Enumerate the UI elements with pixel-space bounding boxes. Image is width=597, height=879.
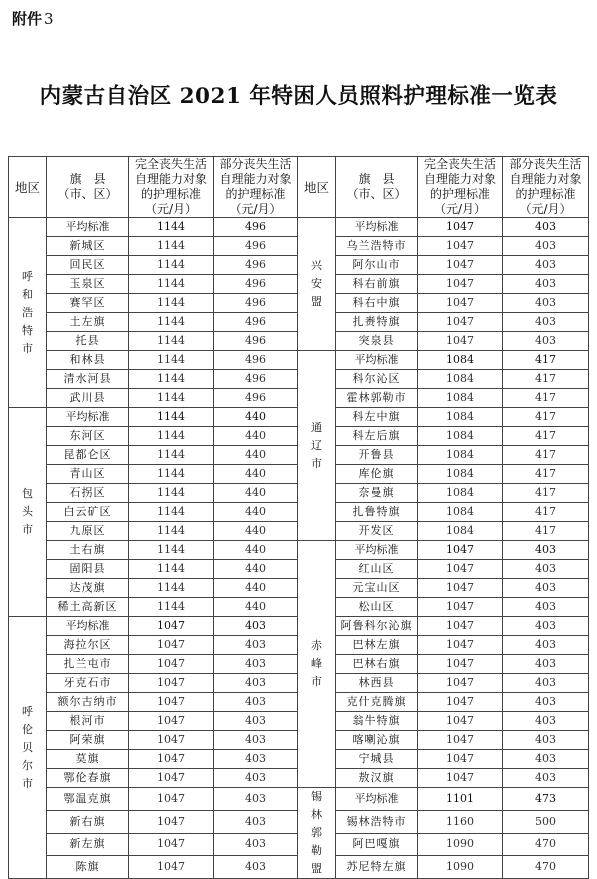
full-standard-value: 1144 [129, 370, 214, 389]
full-standard-value: 1047 [418, 256, 503, 275]
partial-standard-value: 403 [503, 275, 589, 294]
full-standard-value: 1047 [418, 750, 503, 769]
full-standard-value: 1084 [418, 503, 503, 522]
county-name: 阿荣旗 [47, 731, 129, 750]
county-name: 鄂温克旗 [47, 788, 129, 811]
partial-standard-value: 417 [503, 446, 589, 465]
table-row [9, 351, 589, 370]
table-header-row [9, 157, 589, 218]
region-cell: 兴 安 盟 [298, 218, 336, 351]
full-standard-value: 1144 [129, 218, 214, 237]
average-label: 平均标准 [47, 408, 129, 427]
full-standard-value: 1047 [129, 636, 214, 655]
partial-standard-value: 403 [503, 693, 589, 712]
full-standard-value: 1047 [418, 218, 503, 237]
partial-standard-value: 403 [214, 833, 298, 856]
county-name: 石拐区 [47, 484, 129, 503]
full-standard-value: 1160 [418, 810, 503, 833]
county-name: 林西县 [336, 674, 418, 693]
partial-standard-value: 403 [503, 541, 589, 560]
partial-standard-value: 403 [214, 617, 298, 636]
table-row [9, 541, 589, 560]
partial-standard-value: 403 [503, 769, 589, 788]
full-standard-value: 1084 [418, 351, 503, 370]
full-standard-value: 1084 [418, 446, 503, 465]
average-label: 平均标准 [336, 788, 418, 811]
county-name: 苏尼特左旗 [336, 856, 418, 879]
header-region: 地区 [298, 157, 336, 218]
county-name: 和林县 [47, 351, 129, 370]
county-name: 玉泉区 [47, 275, 129, 294]
county-name: 突泉县 [336, 332, 418, 351]
full-standard-value: 1144 [129, 313, 214, 332]
partial-standard-value: 496 [214, 370, 298, 389]
partial-standard-value: 403 [214, 674, 298, 693]
county-name: 海拉尔区 [47, 636, 129, 655]
county-name: 固阳县 [47, 560, 129, 579]
region-cell: 呼 和 浩 特 市 [9, 218, 47, 408]
table-body [9, 218, 589, 879]
full-standard-value: 1047 [129, 693, 214, 712]
partial-standard-value: 440 [214, 598, 298, 617]
full-standard-value: 1084 [418, 408, 503, 427]
county-name: 东河区 [47, 427, 129, 446]
attachment-number: 3 [44, 10, 54, 28]
county-name: 土右旗 [47, 541, 129, 560]
partial-standard-value: 403 [503, 560, 589, 579]
full-standard-value: 1047 [129, 655, 214, 674]
full-standard-value: 1047 [129, 810, 214, 833]
partial-standard-value: 496 [214, 218, 298, 237]
table-row [9, 788, 589, 811]
partial-standard-value: 403 [503, 256, 589, 275]
partial-standard-value: 496 [214, 256, 298, 275]
county-name: 霍林郭勒市 [336, 389, 418, 408]
page-title: 内蒙古自治区 2021 年特困人员照料护理标准一览表 [39, 84, 558, 109]
partial-standard-value: 496 [214, 237, 298, 256]
full-standard-value: 1144 [129, 237, 214, 256]
county-name: 青山区 [47, 465, 129, 484]
partial-standard-value: 403 [503, 655, 589, 674]
region-cell: 赤 峰 市 [298, 541, 336, 788]
full-standard-value: 1047 [129, 712, 214, 731]
county-name: 武川县 [47, 389, 129, 408]
partial-standard-value: 440 [214, 446, 298, 465]
county-name: 陈旗 [47, 856, 129, 879]
full-standard-value: 1144 [129, 598, 214, 617]
average-label: 平均标准 [336, 541, 418, 560]
full-standard-value: 1144 [129, 579, 214, 598]
attachment-text: 附件 [12, 10, 43, 28]
partial-standard-value: 496 [214, 313, 298, 332]
partial-standard-value: 417 [503, 389, 589, 408]
full-standard-value: 1084 [418, 465, 503, 484]
full-standard-value: 1144 [129, 427, 214, 446]
partial-standard-value: 403 [503, 617, 589, 636]
partial-standard-value: 440 [214, 579, 298, 598]
county-name: 锡林浩特市 [336, 810, 418, 833]
partial-standard-value: 417 [503, 465, 589, 484]
county-name: 巴林左旗 [336, 636, 418, 655]
full-standard-value: 1047 [418, 617, 503, 636]
county-name: 赛罕区 [47, 294, 129, 313]
partial-standard-value: 440 [214, 484, 298, 503]
partial-standard-value: 403 [214, 769, 298, 788]
county-name: 科右前旗 [336, 275, 418, 294]
full-standard-value: 1047 [129, 731, 214, 750]
county-name: 翁牛特旗 [336, 712, 418, 731]
partial-standard-value: 496 [214, 351, 298, 370]
partial-standard-value: 403 [503, 598, 589, 617]
county-name: 土左旗 [47, 313, 129, 332]
region-cell: 通 辽 市 [298, 351, 336, 541]
county-name: 松山区 [336, 598, 418, 617]
full-standard-value: 1144 [129, 560, 214, 579]
header-full: 完全丧失生活 自理能力对象 的护理标准 （元/月） [129, 157, 214, 218]
county-name: 宁城县 [336, 750, 418, 769]
partial-standard-value: 417 [503, 408, 589, 427]
partial-standard-value: 403 [214, 856, 298, 879]
full-standard-value: 1047 [129, 833, 214, 856]
full-standard-value: 1084 [418, 522, 503, 541]
full-standard-value: 1047 [418, 313, 503, 332]
county-name: 科左中旗 [336, 408, 418, 427]
county-name: 额尔古纳市 [47, 693, 129, 712]
county-name: 开发区 [336, 522, 418, 541]
partial-standard-value: 403 [214, 655, 298, 674]
region-cell: 包 头 市 [9, 408, 47, 617]
partial-standard-value: 403 [214, 693, 298, 712]
full-standard-value: 1144 [129, 389, 214, 408]
full-standard-value: 1047 [418, 541, 503, 560]
partial-standard-value: 496 [214, 275, 298, 294]
partial-standard-value: 403 [214, 636, 298, 655]
header-partial: 部分丧失生活 自理能力对象 的护理标准 （元/月） [503, 157, 589, 218]
full-standard-value: 1144 [129, 294, 214, 313]
full-standard-value: 1144 [129, 484, 214, 503]
full-standard-value: 1090 [418, 856, 503, 879]
county-name: 鄂伦春旗 [47, 769, 129, 788]
county-name: 扎兰屯市 [47, 655, 129, 674]
header-county: 旗 县 （市、区） [47, 157, 129, 218]
full-standard-value: 1047 [418, 636, 503, 655]
county-name: 新城区 [47, 237, 129, 256]
partial-standard-value: 496 [214, 389, 298, 408]
partial-standard-value: 473 [503, 788, 589, 811]
full-standard-value: 1047 [418, 674, 503, 693]
county-name: 稀土高新区 [47, 598, 129, 617]
full-standard-value: 1144 [129, 541, 214, 560]
full-standard-value: 1047 [129, 788, 214, 811]
partial-standard-value: 403 [214, 788, 298, 811]
partial-standard-value: 403 [503, 332, 589, 351]
average-label: 平均标准 [336, 351, 418, 370]
partial-standard-value: 417 [503, 503, 589, 522]
county-name: 阿鲁科尔沁旗 [336, 617, 418, 636]
county-name: 红山区 [336, 560, 418, 579]
partial-standard-value: 403 [503, 313, 589, 332]
full-standard-value: 1047 [418, 769, 503, 788]
county-name: 科右中旗 [336, 294, 418, 313]
full-standard-value: 1144 [129, 408, 214, 427]
header-county: 旗 县 （市、区） [336, 157, 418, 218]
full-standard-value: 1047 [418, 655, 503, 674]
full-standard-value: 1047 [418, 712, 503, 731]
county-name: 托县 [47, 332, 129, 351]
attachment-label [12, 8, 54, 29]
header-region: 地区 [9, 157, 47, 218]
full-standard-value: 1144 [129, 503, 214, 522]
partial-standard-value: 470 [503, 833, 589, 856]
average-label: 平均标准 [336, 218, 418, 237]
county-name: 新右旗 [47, 810, 129, 833]
county-name: 牙克石市 [47, 674, 129, 693]
full-standard-value: 1047 [418, 731, 503, 750]
county-name: 新左旗 [47, 833, 129, 856]
full-standard-value: 1101 [418, 788, 503, 811]
partial-standard-value: 403 [214, 750, 298, 769]
partial-standard-value: 440 [214, 408, 298, 427]
full-standard-value: 1047 [418, 598, 503, 617]
county-name: 九原区 [47, 522, 129, 541]
full-standard-value: 1047 [129, 856, 214, 879]
full-standard-value: 1090 [418, 833, 503, 856]
header-partial: 部分丧失生活 自理能力对象 的护理标准 （元/月） [214, 157, 298, 218]
partial-standard-value: 403 [503, 218, 589, 237]
county-name: 扎鲁特旗 [336, 503, 418, 522]
region-cell: 呼 伦 贝 尔 市 [9, 617, 47, 879]
full-standard-value: 1047 [418, 294, 503, 313]
partial-standard-value: 440 [214, 503, 298, 522]
county-name: 克什克腾旗 [336, 693, 418, 712]
partial-standard-value: 403 [503, 636, 589, 655]
county-name: 开鲁县 [336, 446, 418, 465]
full-standard-value: 1144 [129, 446, 214, 465]
full-standard-value: 1144 [129, 332, 214, 351]
full-standard-value: 1047 [129, 674, 214, 693]
partial-standard-value: 417 [503, 522, 589, 541]
partial-standard-value: 417 [503, 427, 589, 446]
county-name: 根河市 [47, 712, 129, 731]
full-standard-value: 1144 [129, 256, 214, 275]
full-standard-value: 1047 [418, 560, 503, 579]
county-name: 敖汉旗 [336, 769, 418, 788]
full-standard-value: 1144 [129, 522, 214, 541]
partial-standard-value: 417 [503, 484, 589, 503]
partial-standard-value: 496 [214, 294, 298, 313]
partial-standard-value: 403 [503, 294, 589, 313]
full-standard-value: 1144 [129, 465, 214, 484]
full-standard-value: 1047 [418, 693, 503, 712]
full-standard-value: 1047 [129, 769, 214, 788]
full-standard-value: 1047 [418, 579, 503, 598]
county-name: 昆都仑区 [47, 446, 129, 465]
county-name: 清水河县 [47, 370, 129, 389]
full-standard-value: 1047 [418, 332, 503, 351]
partial-standard-value: 403 [214, 731, 298, 750]
partial-standard-value: 440 [214, 427, 298, 446]
full-standard-value: 1084 [418, 484, 503, 503]
partial-standard-value: 496 [214, 332, 298, 351]
partial-standard-value: 440 [214, 522, 298, 541]
full-standard-value: 1144 [129, 275, 214, 294]
county-name: 科左后旗 [336, 427, 418, 446]
region-cell: 锡 林 郭 勒 盟 [298, 788, 336, 879]
full-standard-value: 1047 [129, 617, 214, 636]
partial-standard-value: 440 [214, 541, 298, 560]
average-label: 平均标准 [47, 218, 129, 237]
county-name: 科尔沁区 [336, 370, 418, 389]
county-name: 回民区 [47, 256, 129, 275]
partial-standard-value: 403 [503, 237, 589, 256]
full-standard-value: 1084 [418, 427, 503, 446]
full-standard-value: 1084 [418, 389, 503, 408]
partial-standard-value: 440 [214, 560, 298, 579]
county-name: 奈曼旗 [336, 484, 418, 503]
county-name: 喀喇沁旗 [336, 731, 418, 750]
partial-standard-value: 440 [214, 465, 298, 484]
partial-standard-value: 403 [503, 731, 589, 750]
partial-standard-value: 417 [503, 351, 589, 370]
full-standard-value: 1047 [129, 750, 214, 769]
county-name: 元宝山区 [336, 579, 418, 598]
county-name: 库伦旗 [336, 465, 418, 484]
county-name: 阿巴嘎旗 [336, 833, 418, 856]
partial-standard-value: 417 [503, 370, 589, 389]
partial-standard-value: 403 [503, 674, 589, 693]
full-standard-value: 1047 [418, 275, 503, 294]
partial-standard-value: 500 [503, 810, 589, 833]
full-standard-value: 1144 [129, 351, 214, 370]
county-name: 阿尔山市 [336, 256, 418, 275]
full-standard-value: 1084 [418, 370, 503, 389]
header-full: 完全丧失生活 自理能力对象 的护理标准 （元/月） [418, 157, 503, 218]
care-standard-table [8, 156, 589, 879]
county-name: 巴林右旗 [336, 655, 418, 674]
partial-standard-value: 470 [503, 856, 589, 879]
partial-standard-value: 403 [214, 810, 298, 833]
county-name: 莫旗 [47, 750, 129, 769]
county-name: 达茂旗 [47, 579, 129, 598]
county-name: 乌兰浩特市 [336, 237, 418, 256]
partial-standard-value: 403 [503, 750, 589, 769]
partial-standard-value: 403 [503, 712, 589, 731]
full-standard-value: 1047 [418, 237, 503, 256]
average-label: 平均标准 [47, 617, 129, 636]
partial-standard-value: 403 [503, 579, 589, 598]
county-name: 扎赉特旗 [336, 313, 418, 332]
partial-standard-value: 403 [214, 712, 298, 731]
county-name: 白云矿区 [47, 503, 129, 522]
table-row [9, 218, 589, 237]
